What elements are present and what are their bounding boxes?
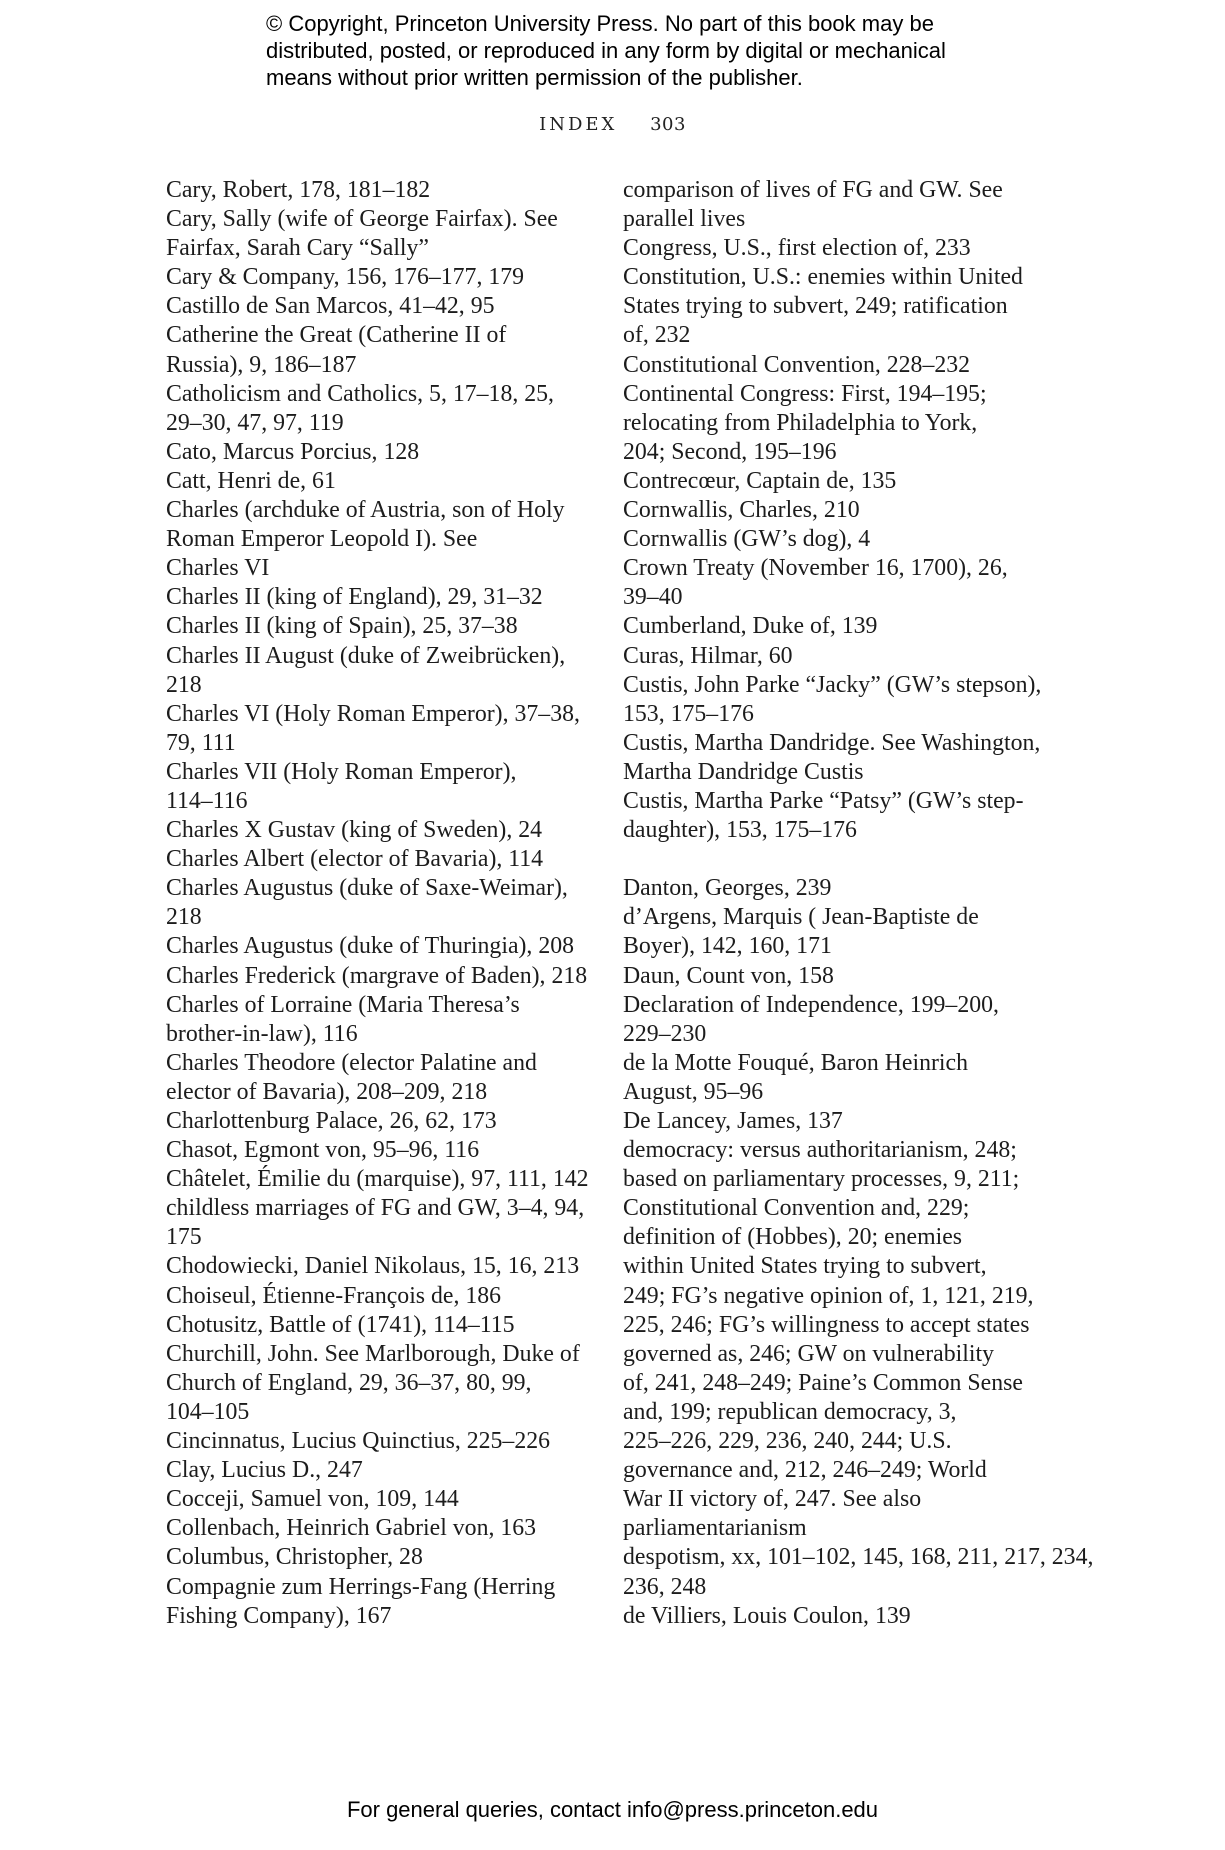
index-entry-line: Continental Congress: First, 194–195;	[623, 380, 987, 407]
index-entry	[166, 380, 586, 438]
index-entry-line: Constitution, U.S.: enemies within United	[623, 264, 1023, 291]
copyright-notice	[266, 10, 1026, 91]
index-entry-line: 79, 111	[166, 729, 236, 756]
index-entry-line: Chodowiecki, Daniel Nikolaus, 15, 16, 213	[166, 1253, 580, 1280]
index-entry-line: Danton, Georges, 239	[623, 875, 832, 902]
index-entry	[623, 1602, 1043, 1631]
index-entry	[623, 1543, 1094, 1601]
index-entry	[166, 1282, 586, 1311]
index-entry-line: daughter), 153, 175–176	[623, 817, 857, 844]
index-entry	[623, 263, 1043, 350]
index-entry-line: Cocceji, Samuel von, 109, 144	[166, 1486, 459, 1513]
index-entry-line: Constitutional Convention, 228–232	[623, 351, 971, 378]
index-entry-line: Charles X Gustav (king of Sweden), 24	[166, 817, 543, 844]
index-entry	[166, 932, 586, 961]
index-entry-line: Declaration of Independence, 199–200,	[623, 991, 999, 1018]
index-entry-line: Charles of Lorraine (Maria Theresa’s	[166, 991, 520, 1018]
letter-group-gap	[623, 845, 1043, 874]
index-entry	[166, 1049, 586, 1107]
index-entry	[166, 1252, 586, 1281]
index-entry	[166, 496, 586, 583]
index-entry	[166, 176, 586, 205]
index-entry-line: despotism, xx, 101–102, 145, 168, 211, 217, 234,	[623, 1544, 1094, 1571]
index-entry-line: definition of (Hobbes), 20; enemies	[623, 1224, 963, 1251]
index-entry	[166, 1165, 589, 1194]
index-entry	[623, 903, 1043, 961]
index-entry-line: within United States trying to subvert,	[623, 1253, 987, 1280]
index-entry-line: August, 95–96	[623, 1078, 764, 1105]
index-entry-line: 225–226, 229, 236, 240, 244; U.S.	[623, 1428, 952, 1455]
index-entry-line: Chotusitz, Battle of (1741), 114–115	[166, 1311, 515, 1338]
index-entry-line: 249; FG’s negative opinion of, 1, 121, 219,	[623, 1282, 1034, 1309]
index-entry	[623, 496, 1043, 525]
index-entry-line: Charles II (king of Spain), 25, 37–38	[166, 613, 518, 640]
index-entry-line: Charles Theodore (elector Palatine and	[166, 1049, 537, 1076]
index-entry-line: 229–230	[623, 1020, 707, 1047]
index-entry	[623, 612, 1043, 641]
index-entry-line: Cumberland, Duke of, 139	[623, 613, 878, 640]
index-entry-line: 218	[166, 904, 202, 931]
index-entry-line: governed as, 246; GW on vulnerability	[623, 1340, 994, 1367]
index-entry	[166, 816, 586, 845]
index-entry-line: comparison of lives of FG and GW. See	[623, 177, 1003, 203]
index-entry	[623, 729, 1043, 787]
index-entry-line: Cornwallis (GW’s dog), 4	[623, 526, 871, 553]
index-entry-line: elector of Bavaria), 208–209, 218	[166, 1078, 488, 1105]
index-entry-line: de la Motte Fouqué, Baron Heinrich	[623, 1049, 968, 1076]
copyright-line: distributed, posted, or reproduced in any form by digital or mechanical	[266, 38, 946, 63]
index-entry	[166, 1136, 586, 1165]
index-entry-line: Charles Frederick (margrave of Baden), 218	[166, 962, 588, 989]
index-entry-line: Custis, Martha Parke “Patsy” (GW’s step-	[623, 787, 1024, 814]
index-entry-line: childless marriages of FG and GW, 3–4, 94,	[166, 1195, 585, 1222]
index-entry	[166, 991, 586, 1049]
index-entry-line: Cary & Company, 156, 176–177, 179	[166, 264, 525, 291]
index-entry	[166, 874, 586, 932]
index-entry-line: 39–40	[623, 584, 683, 611]
index-entry-line: Charles Augustus (duke of Thuringia), 208	[166, 933, 575, 960]
index-entry	[623, 380, 1043, 467]
index-entry	[166, 642, 586, 700]
index-entry	[623, 991, 1043, 1049]
index-entry-line: 104–105	[166, 1398, 250, 1425]
index-entry	[166, 962, 586, 991]
index-entry-line: Boyer), 142, 160, 171	[623, 933, 832, 960]
index-entry-line: Russia), 9, 186–187	[166, 351, 357, 378]
copyright-line: © Copyright, Princeton University Press. No part of this book may be	[266, 11, 934, 36]
index-entry-line: and, 199; republican democracy, 3,	[623, 1398, 957, 1425]
index-entry-line: of, 241, 248–249; Paine’s Common Sense	[623, 1369, 1023, 1396]
index-entry-line: Martha Dandridge Custis	[623, 758, 864, 785]
index-entry	[166, 438, 586, 467]
footer-contact	[0, 1797, 1225, 1823]
index-entry	[623, 874, 1043, 903]
index-entry-line: 175	[166, 1224, 202, 1251]
index-entry-line: parallel lives	[623, 206, 746, 233]
index-entry	[166, 1311, 586, 1340]
index-entry-line: Chasot, Egmont von, 95–96, 116	[166, 1137, 480, 1164]
index-entry-line: Charles VI (Holy Roman Emperor), 37–38,	[166, 700, 580, 727]
index-entry	[166, 205, 586, 263]
index-entry-line: Custis, John Parke “Jacky” (GW’s stepson),	[623, 671, 1042, 698]
index-entry	[623, 176, 1043, 234]
index-entry-line: Charles (archduke of Austria, son of Holy	[166, 497, 565, 524]
index-entry	[166, 1514, 586, 1543]
index-entry-line: 153, 175–176	[623, 700, 754, 727]
index-entry-line: Contrecœur, Captain de, 135	[623, 467, 897, 494]
index-entry	[166, 1485, 586, 1514]
index-entry-line: Charles II (king of England), 29, 31–32	[166, 584, 543, 611]
index-entry	[166, 583, 586, 612]
index-entry-line: Choiseul, Étienne-François de, 186	[166, 1282, 502, 1309]
index-entry-line: Cary, Robert, 178, 181–182	[166, 177, 431, 203]
index-entry	[166, 1543, 586, 1572]
index-entry	[166, 467, 586, 496]
index-entry-line: 204; Second, 195–196	[623, 438, 837, 465]
index-entry-line: Fishing Company), 167	[166, 1602, 392, 1629]
index-entry-line: Churchill, John. See Marlborough, Duke of	[166, 1340, 580, 1367]
index-entry-line: Cornwallis, Charles, 210	[623, 497, 860, 524]
index-entry-line: 236, 248	[623, 1573, 707, 1600]
index-entry	[166, 1340, 586, 1369]
index-entry-line: 225, 246; FG’s willingness to accept states	[623, 1311, 1030, 1338]
index-entry	[623, 671, 1043, 729]
index-entry	[166, 321, 586, 379]
running-head-title: INDEX	[539, 114, 618, 135]
index-entry	[623, 642, 1043, 671]
index-entry	[623, 554, 1043, 612]
index-entry	[166, 845, 586, 874]
index-entry-line: of, 232	[623, 322, 691, 349]
index-entry-line: Catholicism and Catholics, 5, 17–18, 25,	[166, 380, 554, 407]
index-entry-line: Constitutional Convention and, 229;	[623, 1195, 970, 1222]
index-entry-line: Columbus, Christopher, 28	[166, 1544, 423, 1571]
index-entry-line: Charles VII (Holy Roman Emperor),	[166, 758, 517, 785]
index-entry-line: Cato, Marcus Porcius, 128	[166, 438, 420, 465]
index-entry	[166, 1107, 586, 1136]
index-entry	[166, 1456, 586, 1485]
index-entry-line: Curas, Hilmar, 60	[623, 642, 793, 669]
index-entry	[623, 1049, 1043, 1107]
index-entry-line: d’Argens, Marquis ( Jean-Baptiste de	[623, 904, 979, 931]
index-entry	[166, 263, 586, 292]
index-entry-line: Compagnie zum Herrings-Fang (Herring	[166, 1573, 556, 1600]
index-entry	[623, 962, 1043, 991]
index-column-right	[623, 176, 1094, 1631]
index-entry-line: brother-in-law), 116	[166, 1020, 358, 1047]
index-entry-line: governance and, 212, 246–249; World	[623, 1457, 987, 1484]
index-entry-line: Roman Emperor Leopold I). See	[166, 526, 478, 553]
index-entry-line: Congress, U.S., first election of, 233	[623, 235, 971, 262]
page-number: 303	[650, 114, 686, 135]
index-entry-line: Clay, Lucius D., 247	[166, 1457, 363, 1484]
index-entry	[166, 1573, 586, 1631]
index-entry-line: Cary, Sally (wife of George Fairfax). See	[166, 206, 558, 233]
index-entry-line: Charles II August (duke of Zweibrücken),	[166, 642, 566, 669]
index-entry	[623, 467, 1043, 496]
index-entry	[166, 758, 586, 816]
index-entry-line: Catherine the Great (Catherine II of	[166, 322, 507, 349]
index-entry-line: Daun, Count von, 158	[623, 962, 834, 989]
footer-text: For general queries, contact info@press.princeton.edu	[346, 1797, 879, 1822]
index-entry-line: relocating from Philadelphia to York,	[623, 409, 978, 436]
index-entry-line: Charles Augustus (duke of Saxe-Weimar),	[166, 875, 568, 902]
index-entry-line: 29–30, 47, 97, 119	[166, 409, 344, 436]
index-entry-line: Charlottenburg Palace, 26, 62, 173	[166, 1108, 497, 1134]
index-entry-line: 114–116	[166, 787, 248, 814]
index-entry-line: democracy: versus authoritarianism, 248;	[623, 1137, 1017, 1164]
index-entry	[166, 292, 586, 321]
running-head	[0, 114, 1225, 135]
index-entry-line: Charles VI	[166, 555, 270, 582]
index-entry-line: parliamentarianism	[623, 1515, 807, 1542]
copyright-line: means without prior written permission of the publisher.	[266, 65, 803, 90]
index-entry-line: Crown Treaty (November 16, 1700), 26,	[623, 555, 1008, 582]
index-entry-line: Catt, Henri de, 61	[166, 467, 336, 494]
index-entry-line: Cincinnatus, Lucius Quinctius, 225–226	[166, 1428, 551, 1455]
index-entry-line: War II victory of, 247. See also	[623, 1486, 922, 1513]
index-entry	[166, 1194, 586, 1252]
index-entry-line: 218	[166, 671, 202, 698]
index-entry	[623, 1136, 1043, 1543]
index-entry	[623, 351, 1043, 380]
index-entry	[623, 525, 1043, 554]
index-entry	[623, 787, 1043, 845]
index-entry	[166, 612, 586, 641]
index-entry	[623, 1107, 1043, 1136]
index-entry-line: Collenbach, Heinrich Gabriel von, 163	[166, 1515, 537, 1542]
index-entry	[166, 1427, 586, 1456]
index-entry-line: De Lancey, James, 137	[623, 1108, 843, 1134]
index-entry-line: Castillo de San Marcos, 41–42, 95	[166, 293, 495, 320]
index-entry	[166, 700, 586, 758]
index-entry-line: de Villiers, Louis Coulon, 139	[623, 1602, 911, 1629]
index-entry	[623, 234, 1043, 263]
index-column-left	[166, 176, 589, 1631]
index-entry-line: Fairfax, Sarah Cary “Sally”	[166, 235, 429, 262]
index-entry-line: based on parliamentary processes, 9, 211;	[623, 1166, 1020, 1193]
index-entry-line: Châtelet, Émilie du (marquise), 97, 111, 142	[166, 1166, 589, 1193]
index-entry-line: States trying to subvert, 249; ratification	[623, 293, 1008, 320]
index-entry-line: Charles Albert (elector of Bavaria), 114	[166, 846, 544, 873]
index-entry-line: Church of England, 29, 36–37, 80, 99,	[166, 1369, 532, 1396]
index-entry	[166, 1369, 586, 1427]
index-entry-line: Custis, Martha Dandridge. See Washington,	[623, 729, 1041, 756]
